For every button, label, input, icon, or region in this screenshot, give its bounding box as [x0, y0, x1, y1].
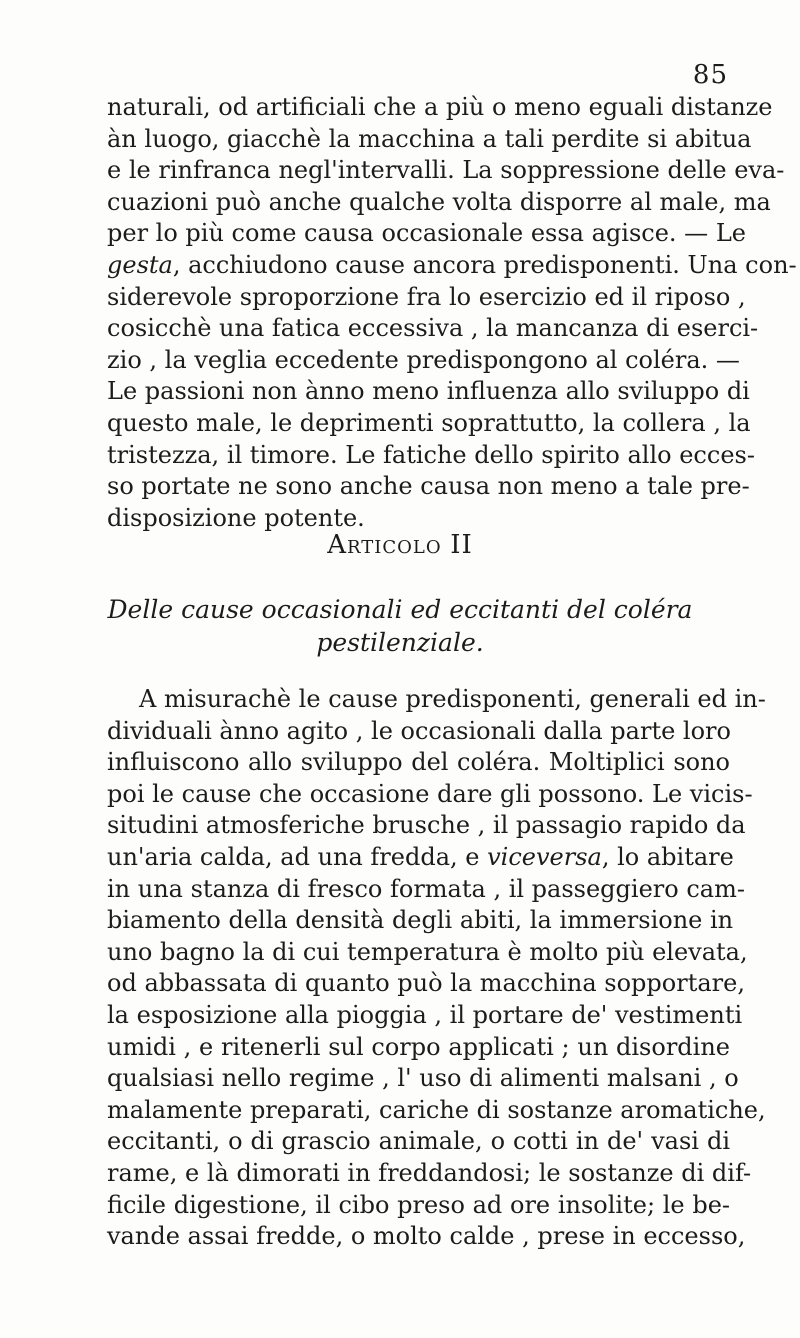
- text-line: eccitanti, o di grascio animale, o cotti in de' vasi di: [107, 1127, 730, 1156]
- text-line: tristezza, il timore. Le fatiche dello spirito allo ecces-: [107, 440, 755, 469]
- paragraph-predisposing-causes: [107, 92, 797, 534]
- text-line: od abbassata di quanto può la macchina sopportare,: [107, 969, 745, 998]
- article-heading: [0, 530, 800, 560]
- text-line: cuazioni può anche qualche volta disporre al male, ma: [107, 187, 771, 216]
- text-line: [107, 842, 734, 874]
- text-line: malamente preparati, cariche di sostanze aromatiche,: [107, 1095, 766, 1124]
- article-label-cap: A: [327, 530, 347, 560]
- text-line: la esposizione alla pioggia , il portare de' vestimenti: [107, 1000, 743, 1029]
- page-number: 85: [692, 60, 728, 90]
- text-line: influiscono allo sviluppo del coléra. Moltiplici sono: [107, 748, 730, 777]
- text-line: qualsiasi nello regime , l' uso di alimenti malsani , o: [107, 1064, 739, 1093]
- text-line: uno bagno la di cui temperatura è molto più elevata,: [107, 937, 748, 966]
- text-line: biamento della densità degli abiti, la immersione in: [107, 906, 734, 935]
- text-line: rame, e là dimorati in freddandosi; le sostanze di dif-: [107, 1158, 752, 1187]
- text-line: per lo più come causa occasionale essa agisce. — Le: [107, 219, 746, 248]
- text-line: siderevole sproporzione fra lo esercizio ed il riposo ,: [107, 282, 746, 311]
- italic-word: gesta: [107, 250, 173, 279]
- text-line: cosicchè una fatica eccessiva , la mancanza di eserci-: [107, 314, 759, 343]
- paragraph-occasional-causes: [107, 684, 766, 1253]
- text-line: vande assai fredde, o molto calde , prese in eccesso,: [107, 1222, 746, 1251]
- text-line: questo male, le deprimenti soprattutto, la collera , la: [107, 408, 751, 437]
- text-run: , lo abitare: [601, 842, 734, 871]
- text-line: poi le cause che occasione dare gli possono. Le vicis-: [107, 779, 753, 808]
- text-line: umidi , e ritenerli sul corpo applicati ; un disordine: [107, 1032, 730, 1061]
- text-line: [107, 250, 797, 282]
- text-line: so portate ne sono anche causa non meno a tale pre-: [107, 472, 750, 501]
- text-line: naturali, od artificiali che a più o meno eguali distanze: [107, 93, 773, 121]
- text-line: Le passioni non ànno meno influenza allo sviluppo di: [107, 377, 750, 406]
- text-run: un'aria calda, ad una fredda, e: [107, 842, 488, 871]
- text-line: dividuali ànno agito , le occasionali dalla parte loro: [107, 716, 731, 745]
- text-line: àn luogo, giacchè la macchina a tali perdite si abitua: [107, 124, 752, 153]
- text-line: situdini atmosferiche brusche , il passagio rapido da: [107, 811, 746, 840]
- text-run: , acchiudono cause ancora predisponenti. Una con-: [172, 250, 797, 279]
- article-label-rest: RTICOLO: [347, 537, 442, 558]
- text-line: A misurachè le cause predisponenti, generali ed in-: [139, 685, 766, 713]
- text-line: in una stanza di fresco formata , il passeggiero cam-: [107, 874, 745, 903]
- article-title-line-2: pestilenziale.: [316, 628, 484, 657]
- article-title-line-1: Delle cause occasionali ed eccitanti del coléra: [107, 595, 693, 624]
- article-numeral: II: [450, 530, 473, 560]
- text-line: zio , la veglia eccedente predispongono al coléra. —: [107, 345, 740, 374]
- text-line: ficile digestione, il cibo preso ad ore insolite; le be-: [107, 1190, 730, 1219]
- italic-word: viceversa: [487, 842, 602, 871]
- text-line: e le rinfranca negl'intervalli. La soppressione delle eva-: [107, 156, 785, 185]
- text-line: disposizione potente.: [107, 503, 365, 532]
